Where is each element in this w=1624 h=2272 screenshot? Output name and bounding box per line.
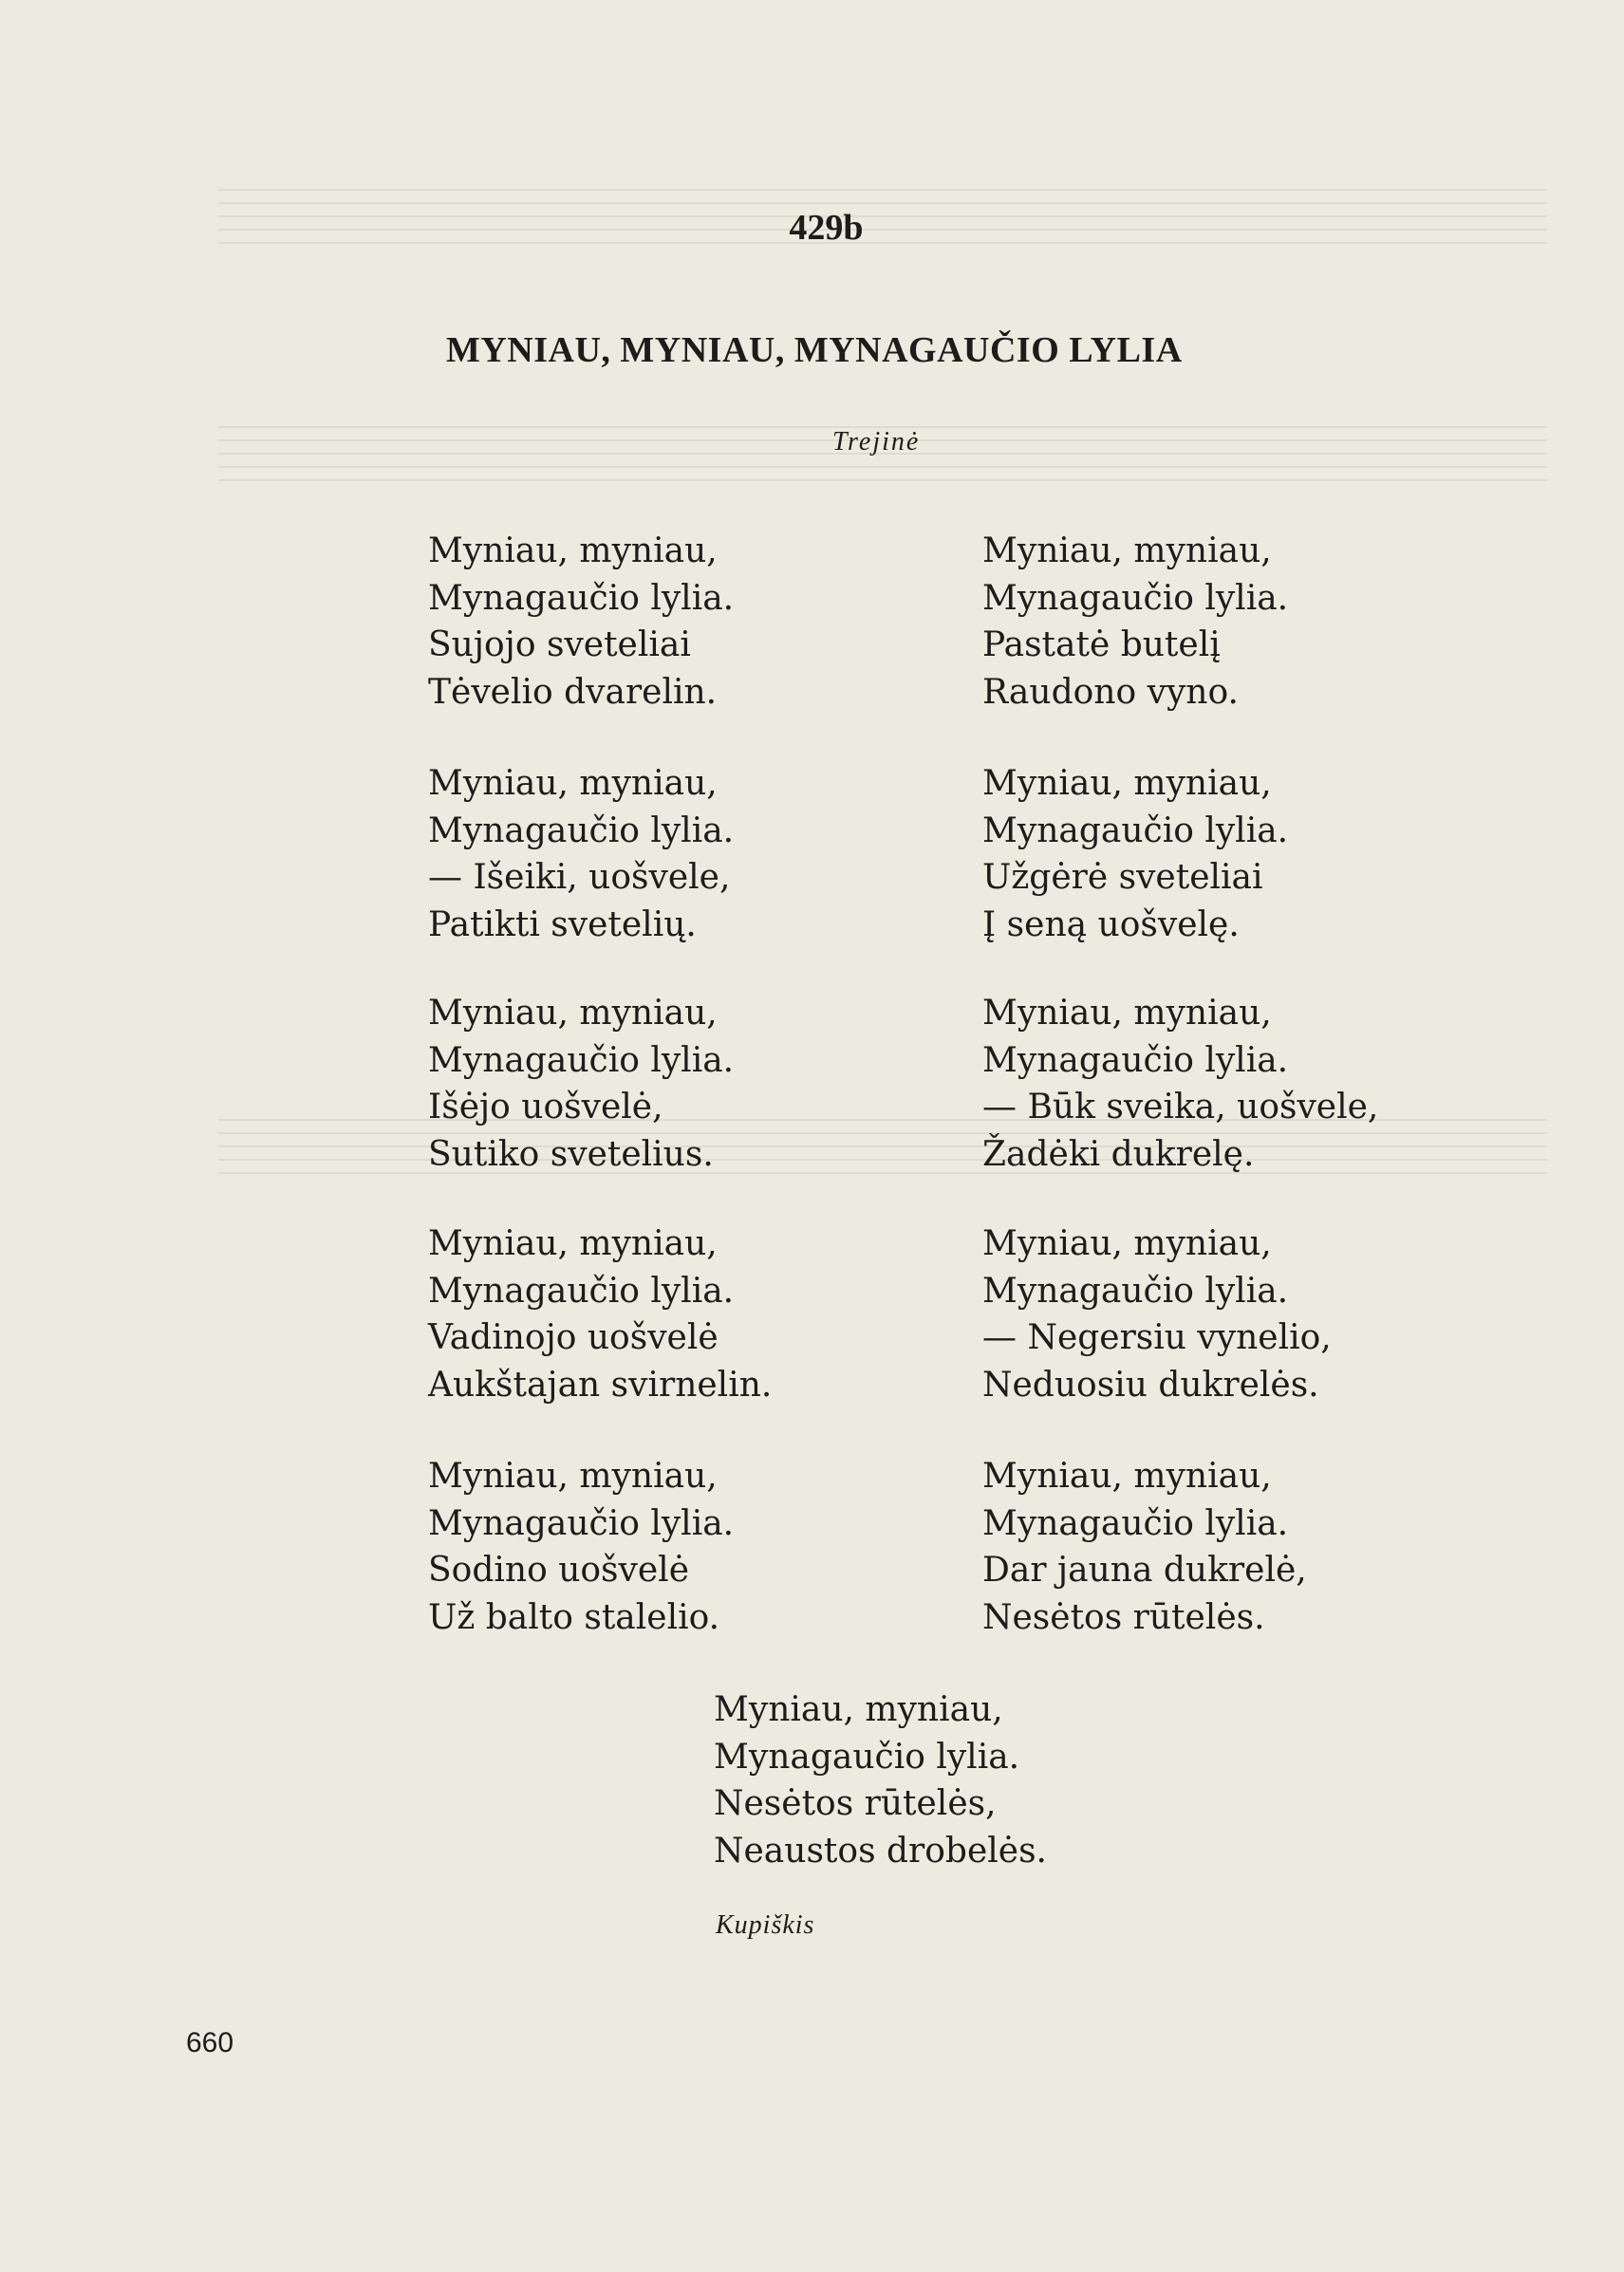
song-number: 429b [789,208,864,248]
stanza-line: Mynagaučio lylia. [982,1271,1289,1311]
stanza-line: Myniau, myniau, [428,531,718,570]
stanza-line: Užgėrė sveteliai [982,858,1263,897]
stanza-line: — Būk sveika, uošvele, [982,1088,1379,1127]
stanza-line: Myniau, myniau, [982,994,1272,1033]
stanza-line: Išėjo uošvelė, [428,1088,663,1127]
song-title: MYNIAU, MYNIAU, MYNAGAUČIO LYLIA [446,330,1183,370]
stanza-4 [982,760,1288,948]
stanza-line: Sutiko svetelius. [428,1134,714,1174]
stanza-line: Myniau, myniau, [428,1457,718,1496]
stanza-3 [428,760,734,948]
stanza-6 [982,990,1378,1178]
stanza-line: — Išeiki, uošvele, [428,858,731,897]
stanza-line: Myniau, myniau, [982,764,1272,803]
stanza-line: Vadinojo uošvelė [428,1318,719,1357]
song-subtitle: Trejinė [832,427,921,456]
page-number: 660 [186,2027,234,2058]
stanza-line: Mynagaučio lylia. [428,1040,735,1080]
stanza-10 [982,1453,1307,1641]
stanza-5 [428,990,734,1178]
stanza-line: Mynagaučio lylia. [428,578,735,618]
stanza-line: Myniau, myniau, [428,764,718,803]
stanza-line: Raudono vyno. [982,672,1239,712]
stanza-line: Mynagaučio lylia. [982,810,1289,850]
stanza-9 [428,1453,734,1641]
stanza-line: Nesėtos rūtelės, [714,1784,997,1823]
stanza-line: Mynagaučio lylia. [982,1040,1289,1080]
stanza-line: Pastatė butelį [982,625,1221,664]
stanza-line: Mynagaučio lylia. [428,810,735,850]
stanza-line: Sodino uošvelė [428,1551,689,1590]
stanza-line: Myniau, myniau, [982,1457,1272,1496]
stanza-line: Aukštajan svirnelin. [428,1365,773,1405]
stanza-line: — Negersiu vynelio, [982,1318,1332,1357]
stanza-line: Myniau, myniau, [982,531,1272,570]
stanza-line: Neduosiu dukrelės. [982,1365,1319,1405]
stanza-line: Mynagaučio lylia. [714,1737,1020,1777]
stanza-line: Tėvelio dvarelin. [428,672,718,712]
stanza-7 [428,1220,772,1408]
place-of-origin: Kupiškis [716,1910,815,1940]
stanza-line: Dar jauna dukrelė, [982,1551,1307,1590]
stanza-1 [428,528,734,716]
stanza-line: Myniau, myniau, [428,994,718,1033]
stanza-line: Sujojo sveteliai [428,625,691,664]
stanza-8 [982,1220,1332,1408]
stanza-line: Nesėtos rūtelės. [982,1597,1265,1637]
stanza-line: Neaustos drobelės. [714,1831,1047,1871]
stanza-line: Myniau, myniau, [982,1224,1272,1263]
stanza-line: Už balto stalelio. [428,1597,720,1637]
stanza-line: Žadėki dukrelę. [982,1134,1255,1174]
stanza-line: Myniau, myniau, [714,1690,1003,1729]
stanza-line: Mynagaučio lylia. [982,578,1289,618]
stanza-11 [714,1686,1047,1874]
stanza-2 [982,528,1288,716]
stanza-line: Myniau, myniau, [428,1224,718,1263]
stanza-line: Į seną uošvelę. [982,904,1240,944]
stanza-line: Mynagaučio lylia. [982,1503,1289,1543]
stanza-line: Mynagaučio lylia. [428,1503,735,1543]
stanza-line: Patikti svetelių. [428,904,697,944]
stanza-line: Mynagaučio lylia. [428,1271,735,1311]
